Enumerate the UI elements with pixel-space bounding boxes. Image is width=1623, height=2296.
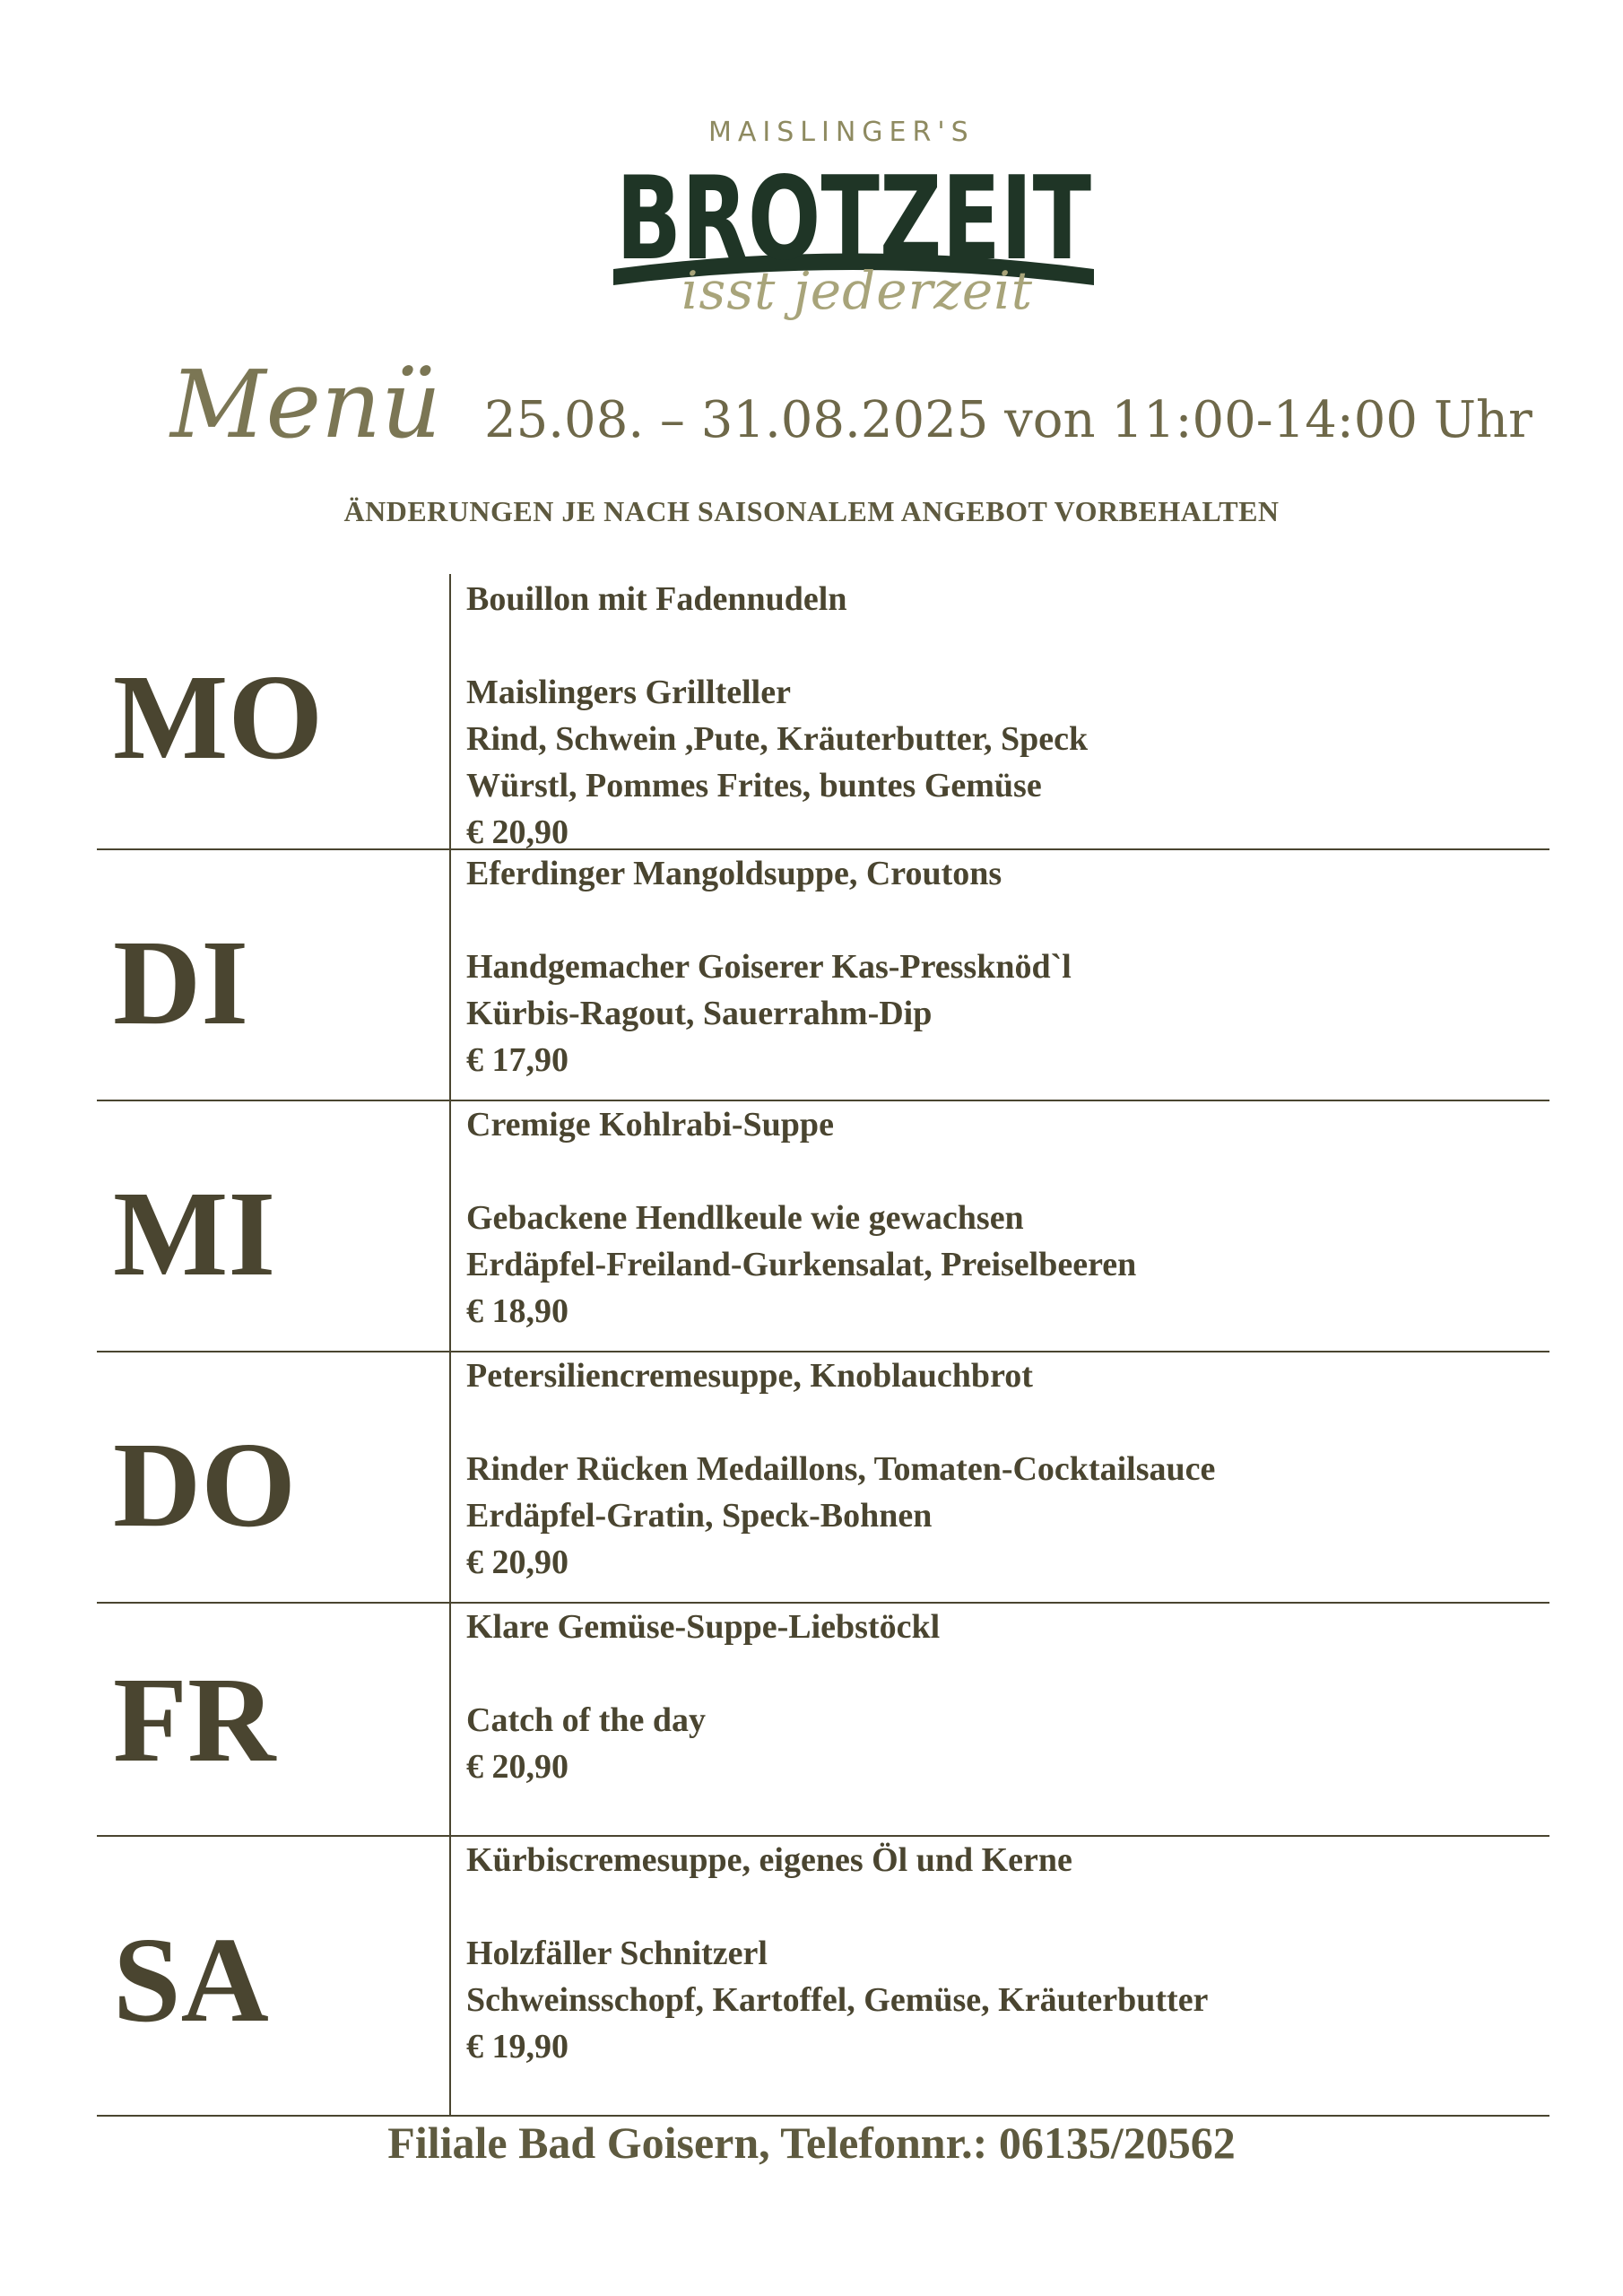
logo-wordmark-text: BROTZEIT <box>616 152 1091 286</box>
day-code: DO <box>113 1418 296 1552</box>
day-code: MI <box>113 1167 276 1301</box>
price: € 17,90 <box>466 1041 568 1079</box>
day-code: MO <box>113 650 324 785</box>
day-dishes <box>466 1352 1215 1586</box>
day-row-do <box>97 1352 1549 1604</box>
side-dish: Würstl, Pommes Frites, buntes Gemüse <box>466 767 1042 804</box>
day-dishes <box>466 850 1072 1083</box>
price: € 19,90 <box>466 2028 568 2066</box>
day-row-mi <box>97 1101 1549 1352</box>
soup: Kürbiscremesuppe, eigenes Öl und Kerne <box>466 1841 1072 1879</box>
soup: Bouillon mit Fadennudeln <box>466 580 847 618</box>
menu-title-row <box>170 350 1532 475</box>
side-dish: Erdäpfel-Gratin, Speck-Bohnen <box>466 1497 933 1535</box>
price: € 20,90 <box>466 1748 568 1786</box>
side-dish: Kürbis-Ragout, Sauerrahm-Dip <box>466 995 933 1032</box>
side-dish: Erdäpfel-Freiland-Gurkensalat, Preiselbeeren <box>466 1246 1137 1283</box>
day-row-mo <box>97 574 1549 850</box>
soup: Petersiliencremesuppe, Knoblauchbrot <box>466 1357 1033 1395</box>
price: € 18,90 <box>466 1292 568 1330</box>
main-dish: Gebackene Hendlkeule wie gewachsen <box>466 1199 1024 1237</box>
logo-tagline: isst jederzeit <box>681 260 1034 321</box>
menu-heading: Menü <box>170 350 441 459</box>
day-code: DI <box>113 916 249 1050</box>
price: € 20,90 <box>466 1544 568 1581</box>
brand-logo <box>0 117 1623 350</box>
day-code: FR <box>113 1653 276 1787</box>
main-dish: Handgemacher Goiserer Kas-Pressknöd`l <box>466 948 1072 986</box>
side-dish: Schweinsschopf, Kartoffel, Gemüse, Kräuterbutter <box>466 1981 1209 2019</box>
day-row-sa <box>97 1837 1549 2117</box>
day-dishes <box>466 576 1088 856</box>
day-dishes <box>466 1837 1208 2070</box>
day-dishes <box>466 1101 1136 1335</box>
logo-kicker: MAISLINGER'S <box>708 117 975 148</box>
main-dish: Catch of the day <box>466 1701 707 1739</box>
main-dish: Rinder Rücken Medaillons, Tomaten-Cocktailsauce <box>466 1450 1216 1488</box>
seasonal-notice: ÄNDERUNGEN JE NACH SAISONALEM ANGEBOT VORBEHALTEN <box>343 495 1280 527</box>
side-dish: Rind, Schwein ,Pute, Kräuterbutter, Speck <box>466 720 1089 758</box>
day-row-di <box>97 850 1549 1101</box>
footer-contact: Filiale Bad Goisern, Telefonnr.: 06135/20562 <box>387 2118 1236 2168</box>
soup: Eferdinger Mangoldsuppe, Croutons <box>466 855 1002 892</box>
day-code: SA <box>113 1913 269 2048</box>
menu-table <box>97 574 1549 2117</box>
day-row-fr <box>97 1604 1549 1837</box>
date-range: 25.08. – 31.08.2025 von 11:00-14:00 Uhr <box>484 391 1532 449</box>
price: € 20,90 <box>466 813 568 851</box>
soup: Cremige Kohlrabi-Suppe <box>466 1106 834 1144</box>
main-dish: Holzfäller Schnitzerl <box>466 1935 768 1972</box>
main-dish: Maislingers Grillteller <box>466 674 791 711</box>
soup: Klare Gemüse-Suppe-Liebstöckl <box>466 1608 941 1646</box>
day-dishes <box>466 1604 940 1790</box>
